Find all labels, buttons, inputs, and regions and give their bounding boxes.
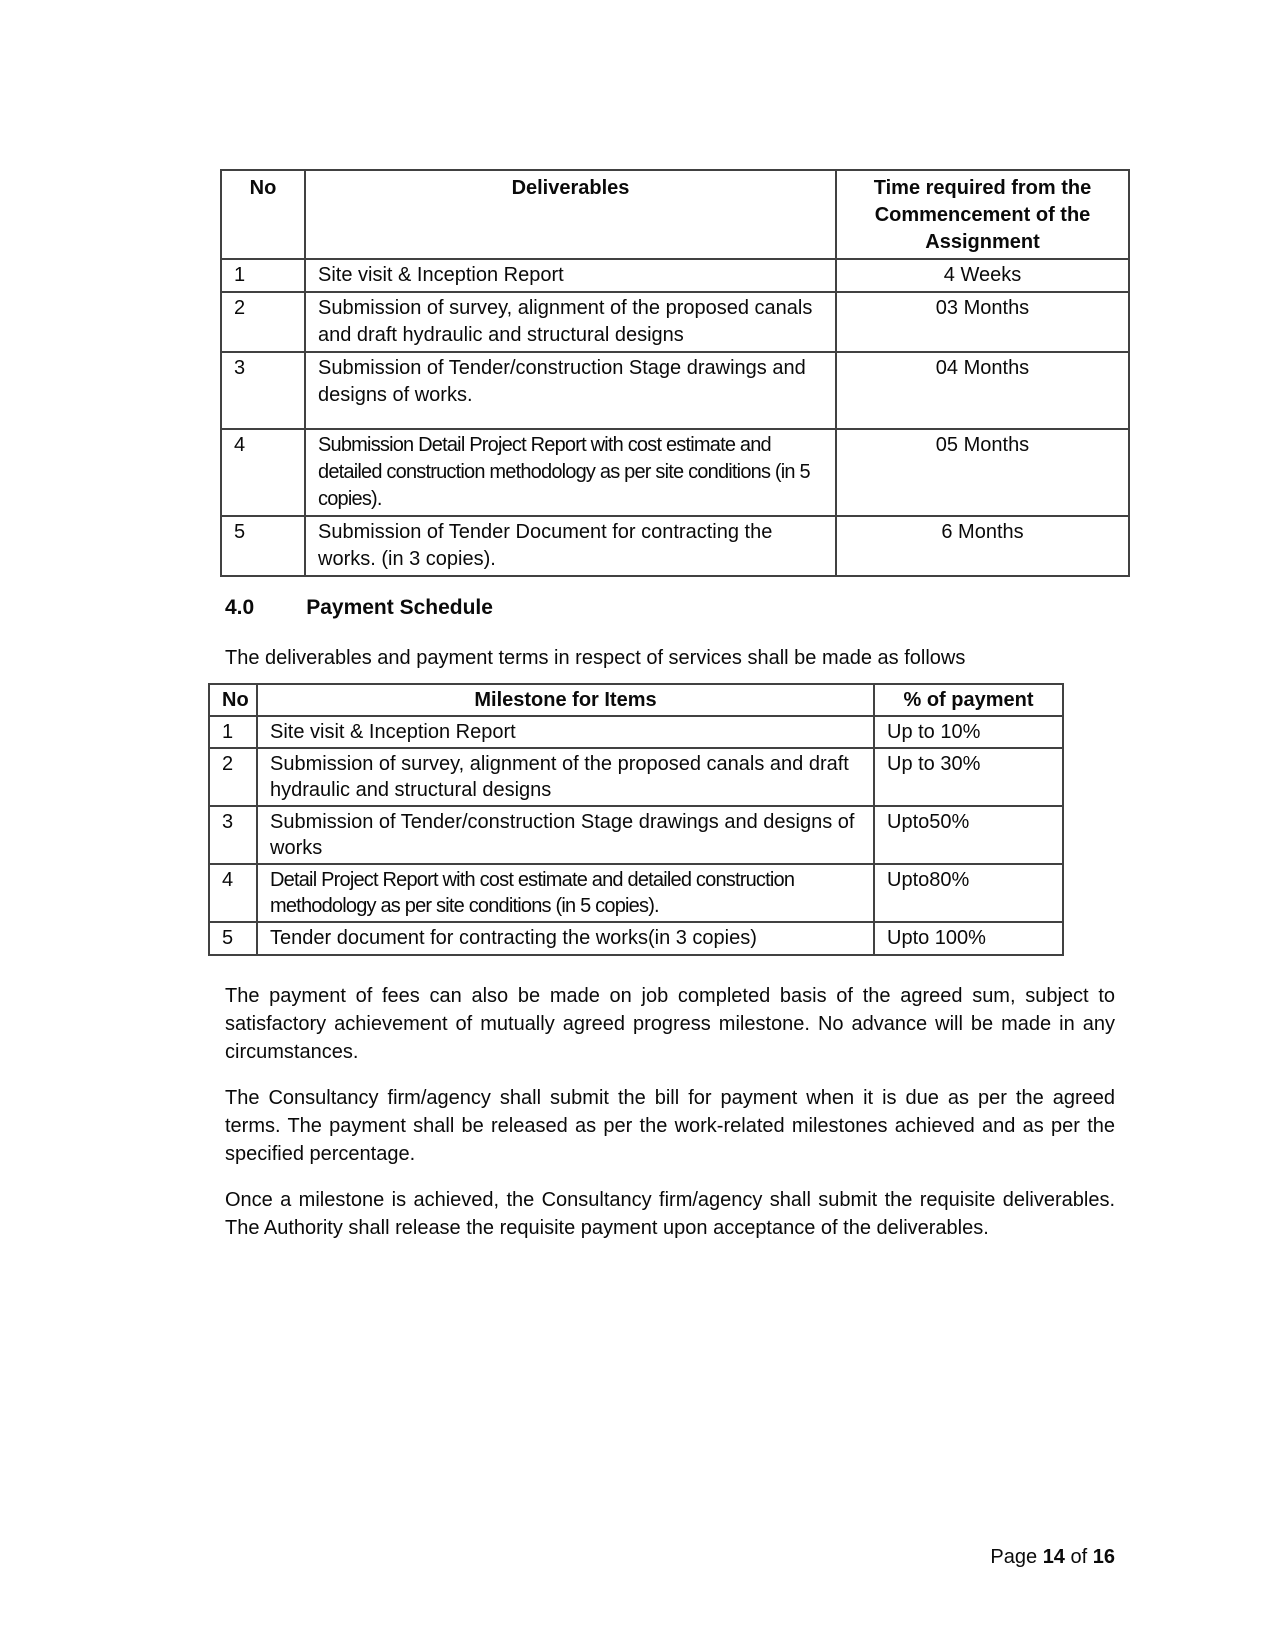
header-percent-payment: % of payment [874, 684, 1063, 716]
cell-time: 04 Months [836, 352, 1129, 429]
table-row [221, 292, 1129, 352]
table-row [209, 806, 1063, 864]
cell-milestone: Site visit & Inception Report [257, 716, 874, 748]
cell-payment: Up to 10% [874, 716, 1063, 748]
cell-payment: Upto50% [874, 806, 1063, 864]
table-row [209, 716, 1063, 748]
header-no: No [221, 170, 305, 259]
cell-no: 1 [221, 259, 305, 292]
cell-deliverable: Submission of survey, alignment of the proposed canals and draft hydraulic and structural designs [305, 292, 836, 352]
cell-payment: Upto 100% [874, 922, 1063, 955]
header-milestone: Milestone for Items [257, 684, 874, 716]
paragraph-bill-submission: The Consultancy firm/agency shall submit the bill for payment when it is due as per the agreed terms. The payment shall be released as per the work-related milestones achieved and as per the specified percentage. [225, 1087, 1115, 1165]
section-heading [225, 596, 493, 620]
table-row [209, 922, 1063, 955]
footer-page-number: 14 [1042, 1546, 1065, 1568]
cell-no: 4 [209, 864, 257, 922]
table-row [221, 352, 1129, 429]
intro-text: The deliverables and payment terms in respect of services shall be made as follows [225, 647, 966, 669]
section-number: 4.0 [225, 596, 255, 619]
cell-deliverable: Site visit & Inception Report [305, 259, 836, 292]
table-row [209, 864, 1063, 922]
cell-payment: Upto80% [874, 864, 1063, 922]
table-row [221, 516, 1129, 576]
table-row [221, 259, 1129, 292]
deliverables-table [220, 169, 1130, 577]
cell-no: 5 [221, 516, 305, 576]
footer-page-label: Page [990, 1546, 1038, 1568]
cell-no: 3 [221, 352, 305, 429]
cell-milestone: Tender document for contracting the works(in 3 copies) [257, 922, 874, 955]
header-time-required: Time required from the Commencement of the Assignment [836, 170, 1129, 259]
footer-of-label: of [1070, 1546, 1088, 1568]
cell-milestone: Submission of Tender/construction Stage drawings and designs of works [257, 806, 874, 864]
cell-time: 05 Months [836, 429, 1129, 516]
deliverables-header-row [221, 170, 1129, 259]
table-row [209, 748, 1063, 806]
section-title: Payment Schedule [306, 596, 493, 619]
cell-no: 1 [209, 716, 257, 748]
cell-no: 4 [221, 429, 305, 516]
header-deliverables: Deliverables [305, 170, 836, 259]
cell-deliverable: Submission of Tender Document for contracting the works. (in 3 copies). [305, 516, 836, 576]
paragraph-milestone-release: Once a milestone is achieved, the Consultancy firm/agency shall submit the requisite deliverables. The Authority shall release the requisite payment upon acceptance of the deliverables. [225, 1189, 1115, 1239]
cell-deliverable: Submission of Tender/construction Stage drawings and designs of works. [305, 352, 836, 429]
cell-time: 4 Weeks [836, 259, 1129, 292]
cell-no: 2 [209, 748, 257, 806]
cell-deliverable: Submission Detail Project Report with cost estimate and detailed construction methodology as per site conditions (in 5 copies). [305, 429, 836, 516]
cell-time: 6 Months [836, 516, 1129, 576]
paragraph-payment-fees: The payment of fees can also be made on job completed basis of the agreed sum, subject to satisfactory achievement of mutually agreed progress milestone. No advance will be made in any circumstances. [225, 985, 1115, 1063]
cell-no: 5 [209, 922, 257, 955]
cell-payment: Up to 30% [874, 748, 1063, 806]
header-no: No [209, 684, 257, 716]
footer-page-total: 16 [1092, 1546, 1115, 1568]
cell-time: 03 Months [836, 292, 1129, 352]
page-footer [990, 1546, 1115, 1569]
payment-table [208, 683, 1064, 956]
cell-milestone: Detail Project Report with cost estimate and detailed construction methodology as per site conditions (in 5 copies). [257, 864, 874, 922]
cell-milestone: Submission of survey, alignment of the proposed canals and draft hydraulic and structural designs [257, 748, 874, 806]
cell-no: 3 [209, 806, 257, 864]
table-row [221, 429, 1129, 516]
cell-no: 2 [221, 292, 305, 352]
payment-header-row [209, 684, 1063, 716]
